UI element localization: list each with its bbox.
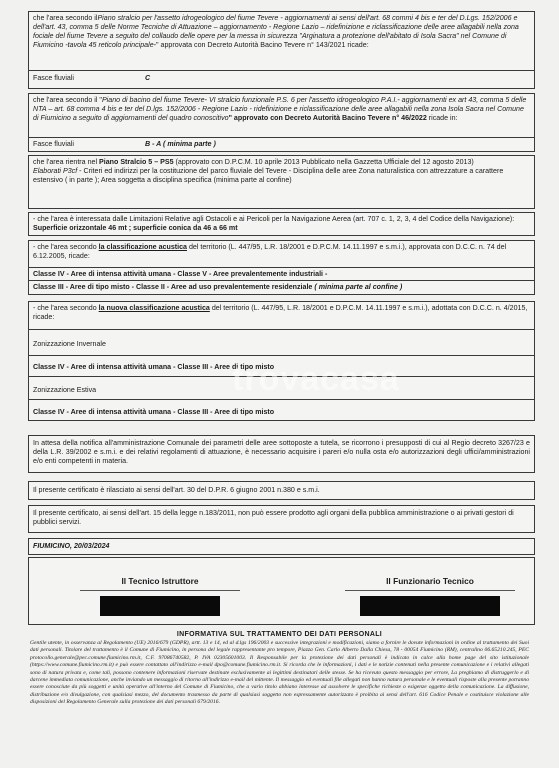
section-notifica <box>28 435 535 473</box>
elaborati-text: - Criteri ed indirizzi per la costituzione del parco fluviale del Tevere - Disciplina delle aree Zona naturalistica con attrezzature a carattere estensivo ( in parte ); Area soggetta a disciplina specifica (minima parte al confine) <box>33 167 504 184</box>
acustica-text: - che l'area secondo la classificazione acustica del territorio (L. 447/95, L.R. 18/2001 e D.P.C.M. 14.11.1997 e s.m.i.), approvata con D.C.C. n. 74 del 6.12.2005, ricade: <box>33 243 507 260</box>
section-classificazione-acustica <box>28 240 535 295</box>
section-pai-2021-text <box>33 14 530 50</box>
acustica-label: la classificazione acustica <box>98 243 187 251</box>
section-ps5 <box>28 155 535 209</box>
elaborati-label: Elaborati P3cf <box>33 167 78 175</box>
acustica-line-1: Classe IV - Aree di intensa attività umana - Classe V - Aree prevalentemente industriali - <box>33 270 328 278</box>
tecnico-istruttore-title: Il Tecnico Istruttore <box>121 576 199 586</box>
approval-text: del territorio (L. 447/95, L.R. 18/2001 e D.P.C.M. 14.11.1997 e s.m.i.), approvata con D.C.C. n. 74 del 6.12.2005, ricade: <box>33 243 507 260</box>
approval-text: (approvato con D.P.C.M. 10 aprile 2013 Pubblicato nella Gazzetta Ufficiale del 12 agosto 2013) <box>173 158 474 166</box>
intro-text: che l'area secondo il " <box>33 96 102 104</box>
fasce-label: Fasce fluviali <box>33 140 75 148</box>
watermark: trovacasa <box>232 360 400 398</box>
navigazione-text: - che l'area è interessata dalle Limitazioni Relative agli Ostacoli e ai Pericoli per la Navigazione Aerea (art. 707 c. 1, 2, 3, 4 del Codice della Navigazione): Superficie orizzontale 46 mt ; superficie conica da 46 a 66 mt <box>33 215 515 232</box>
divider <box>29 70 534 71</box>
fasce-value: B - A ( minima parte ) <box>145 140 216 148</box>
section-luogo-data <box>28 538 535 555</box>
privacy-title: INFORMATIVA SUL TRATTAMENTO DEI DATI PERSONALI <box>176 631 383 638</box>
section-art15 <box>28 505 535 533</box>
nuova-acustica-label: la nuova classificazione acustica <box>98 304 210 312</box>
funzionario-tecnico-title: Il Funzionario Tecnico <box>386 576 474 586</box>
intro-text: che l'area secondo <box>37 304 99 312</box>
zonizzazione-estiva-label: Zonizzazione Estiva <box>33 386 97 394</box>
approval-text: del territorio (L. 447/95, L.R. 18/2001 e D.P.C.M. 14.11.1997 e s.m.i.), adottata con D.C.C. n. 4/2015, ricade: <box>33 304 528 321</box>
zonizzazione-invernale-label: Zonizzazione Invernale <box>33 340 106 348</box>
ps5-elaborati <box>33 167 530 185</box>
redacted-signature-left <box>100 596 220 616</box>
fasce-value: C <box>145 74 151 82</box>
ricade-text: ricade in: <box>426 114 458 122</box>
signature-line-left <box>80 590 240 591</box>
art15-text: Il presente certificato, ai sensi dell'art. 15 della legge n.183/2011, non può essere prodotto agli organi della pubblica amministrazione o ai privati gestori di pubblici servizi. <box>33 509 514 526</box>
approval-text: " approvato con Decreto Autorità Bacino Tevere n° 46/2022 <box>228 114 427 122</box>
zonizzazione-estiva-value: Classe IV - Aree di intensa attività umana - Classe III - Aree di tipo misto <box>33 408 275 416</box>
section-pai-2022 <box>28 93 535 152</box>
acustica-line-2 <box>33 283 530 292</box>
redacted-signature-right <box>360 596 500 616</box>
section-pai-2022-text <box>33 96 530 123</box>
zonizzazione-invernale-value: Classe IV - Aree di intensa attività umana - Classe III - Aree di tipo misto <box>33 363 275 371</box>
fasce-label: Fasce fluviali <box>33 74 75 82</box>
place-date: FIUMICINO, 20/03/2024 <box>33 542 110 550</box>
rilascio-text: Il presente certificato è rilasciato ai sensi dell'art. 30 del D.P.R. 6 giugno 2001 n.380 e s.m.i. <box>33 486 320 494</box>
nuova-acustica-text: - che l'area secondo la nuova classificazione acustica del territorio (L. 447/95, L.R. 18/2001 e D.P.C.M. 14.11.1997 e s.m.i.), adottata con D.C.C. n. 4/2015, ricade: <box>33 304 528 321</box>
intro-text: che l'area rientra nel <box>33 158 100 166</box>
divider <box>29 355 534 356</box>
intro-text: che l'area secondo il <box>33 14 98 22</box>
notifica-text: In attesa della notifica all'amministrazione Comunale dei parametri delle aree sottoposte a tutela, se ricorrono i presupposti di cui al Regio decreto 3267/23 e della L.R. 39/2002 e s.m.i. e dei relativi regolamenti di attuazione, è necessario acquisire i pareri e/o nulla osta e/o autorizzazioni degli uffici/amministrazioni e/o enti competenti in materia. <box>33 439 530 465</box>
minima-parte-text: ( minima parte al confine ) <box>314 283 403 291</box>
divider <box>29 329 534 330</box>
divider <box>29 267 534 268</box>
divider <box>29 137 534 138</box>
fasce-row <box>33 140 530 149</box>
plan-name: Piano Stralcio 5 – PS5 <box>99 158 174 166</box>
ps5-text <box>33 158 530 167</box>
privacy-body: Gentile utente, in osservanza al Regolamento (UE) 2016/679 (GDPR), artt. 13 e 14, ed al d.lgs 196/2003 e successive integrazioni e modificazioni, siamo a fornire le dovute informazioni in ordine al trattamento dei Suoi dati personali. Titolare del trattamento è il Comune di Fiumicino, in persona del legale rappresentante pro tempore, Piazza Gen. Carlo Alberto Dalla Chiesa, 78 - 00054 Fiumicino (RM), centralino 06.65210.245, PEC protocollo.generale@pec.comune.fiumicino.rm.it, C.F. 97086740582, P. IVA 02305601003. Il Responsabile per la protezione dei dati personali è indicato in calce alla home page del sito istituzionale (https://www.comune.fiumicino.rm.it) e può essere contattato all'indirizzo e-mail dpo@comune.fiumicino.rm.it. Si ricorda che le informazioni, i dati e le notizie contenuti nella presente comunicazione e i relativi allegati sono di natura privata e, come tali, possono contenere informazioni riservate destinate esclusivamente ai legittimi destinatari delle stesse. Se ha ricevuto questo messaggio per errore, La preghiamo di distruggerlo e di darcene immediata comunicazione, anche inviando un messaggio di ritorno all'indirizzo e-mail del mittente. Il messaggio ed eventuali file allegati non hanno natura personale e le eventuali risposte alla presente potranno essere conosciute da più soggetti e unità operative all'interno del Comune di Fiumicino, che a vario titolo abbiano interesse ad assolvere le specifiche richieste o esigenze oggetto della comunicazione. La diffusione, distribuzione e/o divulgazione, con qualsiasi mezzo, del documento trasmesso da parte di qualsiasi soggetto non espressamente autorizzato è proibita ai sensi dell'art. 616 Codice Penale e costituisce violazione alle disposizioni del Regolamento Generale sulla protezione dei dati personali 679/2016. <box>30 640 529 706</box>
signature-line-right <box>345 590 515 591</box>
divider <box>29 399 534 400</box>
approval-text: " approvata con Decreto Autorità Bacino Tevere n° 143/2021 ricade: <box>156 41 369 49</box>
classi-text: Classe III - Aree di tipo misto - Classe II - Aree ad uso prevalentemente residenziale <box>33 283 315 291</box>
divider <box>29 280 534 281</box>
fasce-row <box>33 74 530 83</box>
section-navigazione-aerea <box>28 212 535 236</box>
intro-text: che l'area secondo <box>37 243 99 251</box>
intro-text: che l'area è interessata dalle Limitazioni Relative agli Ostacoli e ai Pericoli per la Navigazione Aerea (art. 707 c. 1, 2, 3, 4 del Codice della Navigazione): <box>37 215 515 223</box>
section-rilascio <box>28 481 535 500</box>
plan-title: Piano stralcio per l'assetto idrogeologico del fiume Tevere - aggiornamenti ai sensi dell'art. 68 commi 4 bis e ter del D.Lgs. 152/2006 e dell'art. 43, comma 5 delle Norme Tecniche di Attuazione – aggiornamento - Regione Lazio – ridefinizione e riclassificazione delle aree allagabili nella zona fociale del fiume Tevere a seguito del collaudo delle opere per la messa in sicurezza "Arginatura a protezione dell'abitato di Isola Sacra" nel Comune di Fiumicino -tavola 45 reticolo principale- <box>33 14 519 49</box>
superficie-value: Superficie orizzontale 46 mt ; superficie conica da 46 a 66 mt <box>33 224 238 232</box>
plan-title: Piano di bacino del fiume Tevere- VI stralcio funzionale P.S. 6 per l'assetto idrogeologico P.A.I.- aggiornamenti ex art 43, comma 5 delle NTA – art. 68 comma 4 bis e ter del D.lgs. 152/2006 - Regione Lazio - ridefinizione e riclassificazione delle aree allagabili nella zona Isola Sacra nel Comune di Fiumicino a seguito di aggiornamenti del quadro conoscitivo <box>33 96 527 122</box>
section-pai-2021 <box>28 11 535 89</box>
